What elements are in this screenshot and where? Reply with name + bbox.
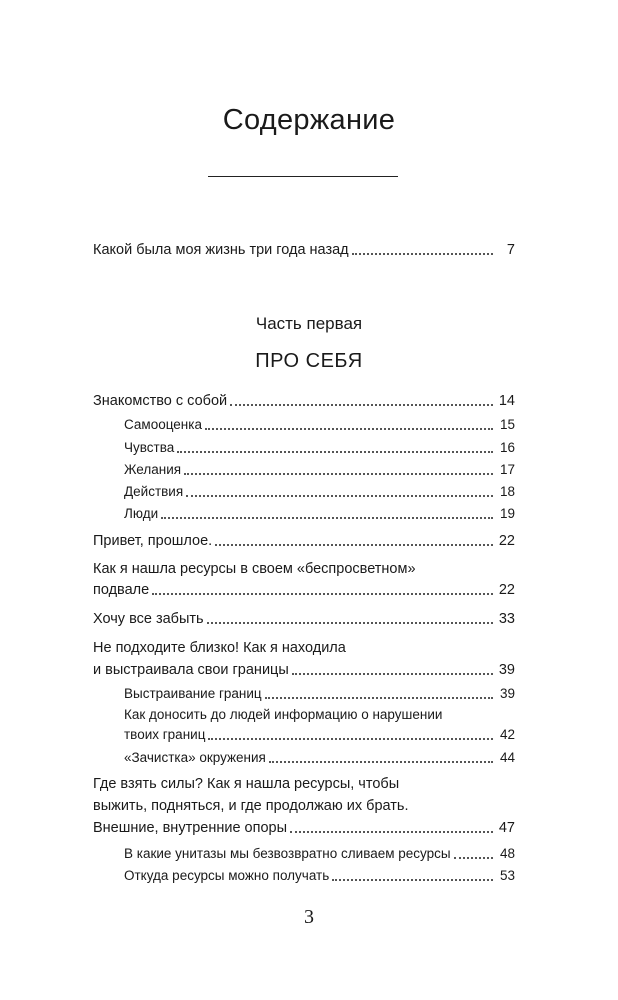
toc-entry[interactable] bbox=[93, 656, 515, 680]
toc-page-number: 22 bbox=[498, 533, 515, 549]
toc-entry-label: Люди bbox=[124, 506, 159, 521]
toc-entry-label: Внешние, внутренние опоры bbox=[93, 820, 288, 836]
toc-subentry[interactable] bbox=[124, 840, 515, 864]
toc-page-number: 48 bbox=[499, 846, 515, 861]
part-caption: Часть первая bbox=[255, 314, 363, 333]
toc-entry-label: Знакомство с собой bbox=[93, 393, 228, 409]
toc-entry[interactable] bbox=[93, 527, 515, 551]
toc-entry-label: Выстраивание границ bbox=[124, 686, 262, 701]
toc-entry-label: Чувства bbox=[124, 440, 175, 455]
toc-subentry[interactable] bbox=[124, 680, 515, 704]
dot-leader bbox=[230, 404, 493, 406]
toc-entry[interactable] bbox=[93, 576, 515, 600]
toc-page-number: 16 bbox=[499, 440, 515, 455]
toc-page-number: 22 bbox=[498, 582, 515, 598]
toc-subentry[interactable] bbox=[124, 456, 515, 480]
toc-page-number: 53 bbox=[499, 868, 515, 883]
dot-leader bbox=[205, 428, 493, 430]
toc-entry[interactable] bbox=[93, 605, 515, 629]
dot-leader bbox=[208, 738, 493, 740]
toc-entry-label-line[interactable]: выжить, подняться, и где продолжаю их брать. bbox=[93, 798, 409, 814]
page-number: 3 bbox=[304, 906, 314, 928]
dot-leader bbox=[186, 495, 493, 497]
dot-leader bbox=[161, 517, 493, 519]
toc-page-number: 42 bbox=[499, 727, 515, 742]
toc-entry-label: твоих границ bbox=[124, 727, 206, 742]
dot-leader bbox=[207, 622, 493, 624]
dot-leader bbox=[269, 761, 493, 763]
toc-page-number: 15 bbox=[499, 417, 515, 432]
dot-leader bbox=[152, 593, 493, 595]
toc-entry-label: Желания bbox=[124, 462, 182, 477]
toc-entry-label: Привет, прошлое. bbox=[93, 533, 213, 549]
toc-subentry[interactable] bbox=[124, 721, 515, 745]
toc-subentry[interactable] bbox=[124, 434, 515, 458]
toc-page-number: 19 bbox=[499, 506, 515, 521]
dot-leader bbox=[265, 697, 493, 699]
toc-subentry[interactable] bbox=[124, 500, 515, 524]
title-underline bbox=[208, 176, 398, 177]
toc-entry-label-line[interactable]: Где взять силы? Как я нашла ресурсы, чтобы bbox=[93, 776, 400, 792]
toc-page-number: 14 bbox=[498, 393, 515, 409]
toc-entry-label: «Зачистка» окружения bbox=[124, 750, 266, 765]
toc-entry[interactable] bbox=[93, 814, 515, 838]
toc-entry-label: В какие унитазы мы безвозвратно сливаем ресурсы bbox=[124, 846, 451, 861]
toc-entry-label: подвале bbox=[93, 582, 150, 598]
toc-entry-label: Самооценка bbox=[124, 417, 202, 432]
toc-page-number: 47 bbox=[498, 820, 515, 836]
toc-subentry[interactable] bbox=[124, 744, 515, 768]
toc-subentry[interactable] bbox=[124, 478, 515, 502]
toc-entry-label: Откуда ресурсы можно получать bbox=[124, 868, 330, 883]
toc-page-number: 18 bbox=[499, 484, 515, 499]
dot-leader bbox=[177, 451, 493, 453]
toc-subentry[interactable] bbox=[124, 411, 515, 435]
dot-leader bbox=[332, 879, 493, 881]
toc-page-number: 39 bbox=[498, 662, 515, 678]
page-title: Содержание bbox=[222, 104, 396, 136]
toc-entry-label-line[interactable]: Как я нашла ресурсы в своем «беспросветном» bbox=[93, 561, 416, 577]
toc-page-number: 33 bbox=[498, 611, 515, 627]
part-title: ПРО СЕБЯ bbox=[255, 350, 363, 372]
toc-entry-label: Какой была моя жизнь три года назад bbox=[93, 242, 349, 258]
dot-leader bbox=[352, 253, 493, 255]
toc-entry[interactable] bbox=[93, 387, 515, 411]
toc-entry-label-line[interactable]: Не подходите близко! Как я находила bbox=[93, 640, 346, 656]
dot-leader bbox=[292, 673, 493, 675]
toc-subentry[interactable] bbox=[124, 862, 515, 886]
toc-page-number: 39 bbox=[499, 686, 515, 701]
toc-entry-label: Действия bbox=[124, 484, 184, 499]
toc-page-number: 17 bbox=[499, 462, 515, 477]
toc-entry-label: Хочу все забыть bbox=[93, 611, 204, 627]
toc-entry-label: и выстраивала свои границы bbox=[93, 662, 289, 678]
dot-leader bbox=[184, 473, 493, 475]
toc-entry-intro[interactable] bbox=[93, 236, 515, 260]
dot-leader bbox=[454, 857, 493, 859]
toc-page-number: 44 bbox=[499, 750, 515, 765]
dot-leader bbox=[215, 544, 493, 546]
toc-subentry-label-line[interactable]: Как доносить до людей информацию о нарушении bbox=[124, 707, 443, 722]
dot-leader bbox=[290, 831, 493, 833]
toc-page-number: 7 bbox=[506, 242, 515, 258]
